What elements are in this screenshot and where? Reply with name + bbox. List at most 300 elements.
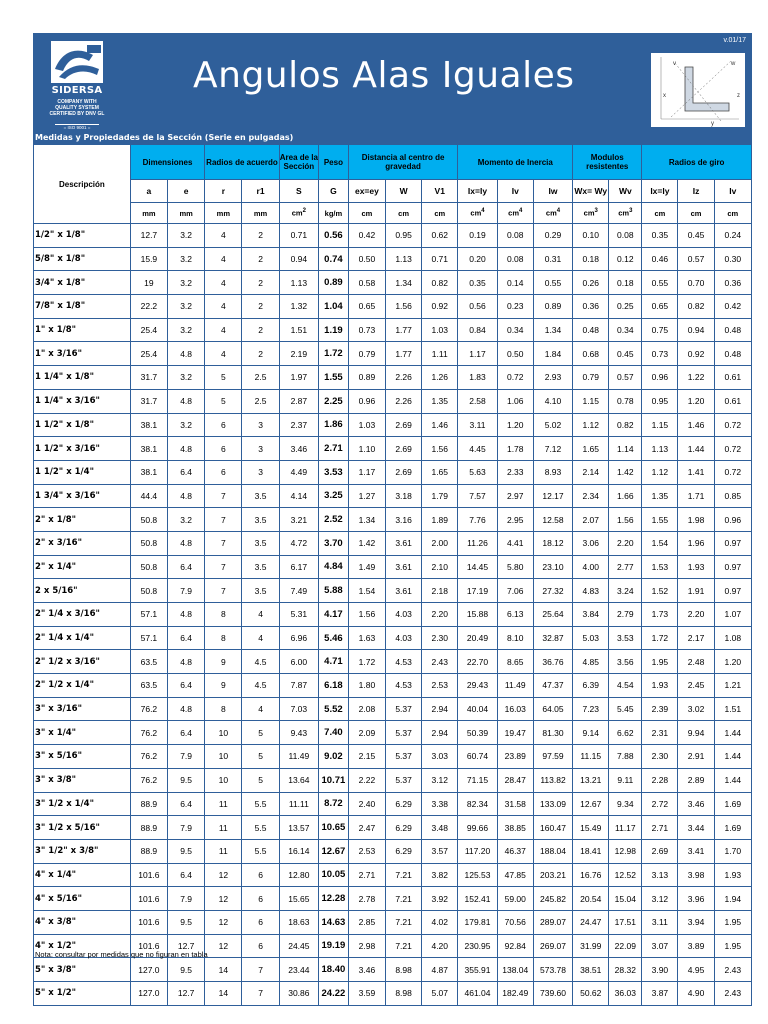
table-cell: 4 bbox=[205, 224, 242, 248]
table-cell: 0.85 bbox=[714, 484, 751, 508]
table-cell: 2.14 bbox=[573, 460, 609, 484]
row-description: 1 1/2" x 1/8" bbox=[34, 413, 131, 437]
table-cell: 2.19 bbox=[279, 342, 318, 366]
table-cell: 1.27 bbox=[348, 484, 385, 508]
table-cell: 1.65 bbox=[422, 460, 458, 484]
table-cell: 3.18 bbox=[386, 484, 422, 508]
row-description: 2" 1/2 x 1/4" bbox=[34, 674, 131, 698]
table-cell: 64.05 bbox=[533, 697, 572, 721]
table-cell: 76.2 bbox=[130, 745, 167, 769]
table-cell: 3 bbox=[242, 460, 279, 484]
table-cell: 0.82 bbox=[678, 295, 714, 319]
table-cell: 3.84 bbox=[573, 603, 609, 627]
table-cell: 3.48 bbox=[422, 816, 458, 840]
row-description: 4" x 5/16" bbox=[34, 887, 131, 911]
table-cell: 71.15 bbox=[458, 768, 497, 792]
table-cell: 16.03 bbox=[497, 697, 533, 721]
table-cell: 1.52 bbox=[642, 579, 678, 603]
table-cell: 0.61 bbox=[714, 366, 751, 390]
table-cell: 5.52 bbox=[319, 697, 349, 721]
table-cell: 12.58 bbox=[533, 508, 572, 532]
table-cell: 2.69 bbox=[386, 460, 422, 484]
table-cell: 7.23 bbox=[573, 697, 609, 721]
table-cell: 1.42 bbox=[348, 531, 385, 555]
table-cell: 2.71 bbox=[348, 863, 385, 887]
table-cell: 1.26 bbox=[422, 366, 458, 390]
table-cell: 0.48 bbox=[573, 318, 609, 342]
table-cell: 1.77 bbox=[386, 318, 422, 342]
table-cell: 2.09 bbox=[348, 721, 385, 745]
table-cell: 2.48 bbox=[678, 650, 714, 674]
table-cell: 4 bbox=[242, 603, 279, 627]
table-cell: 19 bbox=[130, 271, 167, 295]
table-cell: 1.93 bbox=[714, 863, 751, 887]
table-cell: 6.29 bbox=[386, 816, 422, 840]
table-cell: 12.7 bbox=[168, 982, 205, 1006]
table-cell: 4 bbox=[242, 697, 279, 721]
table-cell: 12 bbox=[205, 934, 242, 958]
table-cell: 0.78 bbox=[609, 389, 642, 413]
table-cell: 20.54 bbox=[573, 887, 609, 911]
version-label: v.01/17 bbox=[723, 37, 746, 44]
table-cell: 7 bbox=[205, 508, 242, 532]
table-row bbox=[34, 674, 752, 698]
column-symbol-header: Iv bbox=[497, 180, 533, 203]
table-cell: 3.92 bbox=[422, 887, 458, 911]
table-cell: 12.67 bbox=[573, 792, 609, 816]
table-cell: 18.12 bbox=[533, 531, 572, 555]
table-cell: 12.7 bbox=[130, 224, 167, 248]
table-cell: 70.56 bbox=[497, 910, 533, 934]
footnote: Nota: consultar por medidas que no figuran en tabla bbox=[35, 950, 208, 959]
table-cell: 1.69 bbox=[714, 792, 751, 816]
table-cell: 6.17 bbox=[279, 555, 318, 579]
table-cell: 22.09 bbox=[609, 934, 642, 958]
row-description: 4" x 1/2" bbox=[34, 934, 131, 958]
table-cell: 4.85 bbox=[573, 650, 609, 674]
table-cell: 11 bbox=[205, 816, 242, 840]
table-cell: 1.10 bbox=[348, 437, 385, 461]
table-cell: 2.69 bbox=[642, 839, 678, 863]
table-row bbox=[34, 650, 752, 674]
table-row bbox=[34, 484, 752, 508]
table-cell: 3.2 bbox=[168, 295, 205, 319]
table-cell: 3.2 bbox=[168, 413, 205, 437]
table-cell: 1.14 bbox=[609, 437, 642, 461]
table-cell: 2.22 bbox=[348, 768, 385, 792]
row-description: 2" x 1/4" bbox=[34, 555, 131, 579]
table-cell: 1.63 bbox=[348, 626, 385, 650]
table-cell: 50.39 bbox=[458, 721, 497, 745]
row-description: 3" x 3/8" bbox=[34, 768, 131, 792]
table-cell: 1.13 bbox=[642, 437, 678, 461]
table-cell: 14.45 bbox=[458, 555, 497, 579]
table-cell: 3.06 bbox=[573, 531, 609, 555]
table-cell: 7 bbox=[205, 531, 242, 555]
table-row bbox=[34, 958, 752, 982]
table-cell: 4.54 bbox=[609, 674, 642, 698]
table-cell: 4.17 bbox=[319, 603, 349, 627]
table-cell: 2.30 bbox=[422, 626, 458, 650]
row-description: 3" 1/2 x 5/16" bbox=[34, 816, 131, 840]
table-row bbox=[34, 579, 752, 603]
table-cell: 16.76 bbox=[573, 863, 609, 887]
column-unit-header: mm bbox=[242, 203, 279, 224]
table-cell: 2.20 bbox=[609, 531, 642, 555]
table-cell: 1.56 bbox=[422, 437, 458, 461]
table-cell: 44.4 bbox=[130, 484, 167, 508]
table-cell: 0.65 bbox=[348, 295, 385, 319]
table-cell: 18.63 bbox=[279, 910, 318, 934]
table-cell: 5.5 bbox=[242, 792, 279, 816]
table-cell: 13.64 bbox=[279, 768, 318, 792]
table-cell: 2.30 bbox=[642, 745, 678, 769]
table-cell: 5.02 bbox=[533, 413, 572, 437]
table-cell: 3.07 bbox=[642, 934, 678, 958]
table-cell: 127.0 bbox=[130, 982, 167, 1006]
table-cell: 0.89 bbox=[533, 295, 572, 319]
table-cell: 0.92 bbox=[422, 295, 458, 319]
table-cell: 6.4 bbox=[168, 721, 205, 745]
table-cell: 8.98 bbox=[386, 958, 422, 982]
table-cell: 0.23 bbox=[497, 295, 533, 319]
table-cell: 0.72 bbox=[714, 460, 751, 484]
table-cell: 2.97 bbox=[497, 484, 533, 508]
table-cell: 2.20 bbox=[678, 603, 714, 627]
angle-section-diagram-icon bbox=[651, 53, 745, 127]
table-cell: 4.02 bbox=[422, 910, 458, 934]
table-cell: 9 bbox=[205, 650, 242, 674]
table-cell: 1.54 bbox=[348, 579, 385, 603]
table-cell: 188.04 bbox=[533, 839, 572, 863]
table-cell: 1.78 bbox=[497, 437, 533, 461]
table-cell: 1.46 bbox=[422, 413, 458, 437]
table-cell: 4.8 bbox=[168, 603, 205, 627]
table-row bbox=[34, 224, 752, 248]
table-cell: 2.39 bbox=[642, 697, 678, 721]
table-cell: 3.2 bbox=[168, 508, 205, 532]
table-cell: 2.71 bbox=[319, 437, 349, 461]
table-cell: 2.78 bbox=[348, 887, 385, 911]
table-cell: 1.20 bbox=[714, 650, 751, 674]
table-cell: 0.57 bbox=[609, 366, 642, 390]
table-cell: 4.72 bbox=[279, 531, 318, 555]
table-cell: 3.38 bbox=[422, 792, 458, 816]
table-cell: 1.35 bbox=[422, 389, 458, 413]
table-row bbox=[34, 555, 752, 579]
row-description: 1 1/2" x 3/16" bbox=[34, 437, 131, 461]
column-unit-header: mm bbox=[168, 203, 205, 224]
table-cell: 4.8 bbox=[168, 389, 205, 413]
table-cell: 0.72 bbox=[714, 413, 751, 437]
table-cell: 12 bbox=[205, 910, 242, 934]
table-row bbox=[34, 816, 752, 840]
table-cell: 8.72 bbox=[319, 792, 349, 816]
table-cell: 18.40 bbox=[319, 958, 349, 982]
table-cell: 1.66 bbox=[609, 484, 642, 508]
table-cell: 10.05 bbox=[319, 863, 349, 887]
table-cell: 31.7 bbox=[130, 389, 167, 413]
column-symbol-header: Ix=Iy bbox=[458, 180, 497, 203]
table-cell: 1.44 bbox=[714, 721, 751, 745]
table-cell: 88.9 bbox=[130, 816, 167, 840]
table-cell: 3.11 bbox=[458, 413, 497, 437]
table-cell: 7 bbox=[205, 579, 242, 603]
table-cell: 3.46 bbox=[348, 958, 385, 982]
column-unit-header: $cm^4$ bbox=[533, 203, 572, 224]
table-cell: 6 bbox=[242, 934, 279, 958]
table-cell: 16.14 bbox=[279, 839, 318, 863]
table-cell: 0.20 bbox=[458, 247, 497, 271]
table-cell: 0.75 bbox=[642, 318, 678, 342]
table-cell: 2.72 bbox=[642, 792, 678, 816]
table-cell: 12.80 bbox=[279, 863, 318, 887]
logo-name: SIDERSA bbox=[51, 85, 103, 96]
table-cell: 7 bbox=[205, 484, 242, 508]
table-cell: 6 bbox=[205, 413, 242, 437]
row-description: 1 1/2" x 1/4" bbox=[34, 460, 131, 484]
table-cell: 38.1 bbox=[130, 413, 167, 437]
table-cell: 3.5 bbox=[242, 555, 279, 579]
table-cell: 10.71 bbox=[319, 768, 349, 792]
table-cell: 25.64 bbox=[533, 603, 572, 627]
table-cell: 27.32 bbox=[533, 579, 572, 603]
table-cell: 0.46 bbox=[642, 247, 678, 271]
table-row bbox=[34, 697, 752, 721]
table-cell: 7.21 bbox=[386, 887, 422, 911]
table-cell: 1.13 bbox=[279, 271, 318, 295]
table-cell: 18.41 bbox=[573, 839, 609, 863]
table-cell: 7.57 bbox=[458, 484, 497, 508]
table-cell: 5 bbox=[242, 745, 279, 769]
table-cell: 3.56 bbox=[609, 650, 642, 674]
table-cell: 0.73 bbox=[642, 342, 678, 366]
table-cell: 40.04 bbox=[458, 697, 497, 721]
column-group-header: Radios de giro bbox=[642, 145, 752, 180]
table-cell: 1.55 bbox=[642, 508, 678, 532]
table-cell: 0.96 bbox=[714, 508, 751, 532]
table-cell: 0.94 bbox=[279, 247, 318, 271]
table-cell: 19.19 bbox=[319, 934, 349, 958]
logo-certification bbox=[41, 99, 113, 117]
table-cell: 2.00 bbox=[422, 531, 458, 555]
table-cell: 1.07 bbox=[714, 603, 751, 627]
table-cell: 12.67 bbox=[319, 839, 349, 863]
table-cell: 12.98 bbox=[609, 839, 642, 863]
table-cell: 1.34 bbox=[533, 318, 572, 342]
table-cell: 2.45 bbox=[678, 674, 714, 698]
row-description: 4" x 3/8" bbox=[34, 910, 131, 934]
table-cell: 4.5 bbox=[242, 674, 279, 698]
table-row bbox=[34, 531, 752, 555]
table-cell: 1.51 bbox=[714, 697, 751, 721]
table-row bbox=[34, 342, 752, 366]
table-cell: 13.21 bbox=[573, 768, 609, 792]
table-cell: 6.13 bbox=[497, 603, 533, 627]
diagram-label-y: y bbox=[711, 121, 714, 127]
table-cell: 17.19 bbox=[458, 579, 497, 603]
table-cell: 3.70 bbox=[319, 531, 349, 555]
table-cell: 2.69 bbox=[386, 437, 422, 461]
table-row bbox=[34, 437, 752, 461]
table-cell: 50.8 bbox=[130, 579, 167, 603]
table-cell: 6.00 bbox=[279, 650, 318, 674]
table-cell: 50.8 bbox=[130, 555, 167, 579]
table-cell: 2.85 bbox=[348, 910, 385, 934]
table-cell: 2.37 bbox=[279, 413, 318, 437]
table-cell: 24.47 bbox=[573, 910, 609, 934]
table-cell: 1.19 bbox=[319, 318, 349, 342]
table-cell: 59.00 bbox=[497, 887, 533, 911]
table-cell: 3.13 bbox=[642, 863, 678, 887]
table-cell: 2.94 bbox=[422, 697, 458, 721]
table-cell: 0.50 bbox=[348, 247, 385, 271]
table-cell: 7.9 bbox=[168, 579, 205, 603]
table-cell: 7.9 bbox=[168, 745, 205, 769]
table-cell: 6.39 bbox=[573, 674, 609, 698]
table-cell: 0.08 bbox=[497, 247, 533, 271]
table-cell: 5.37 bbox=[386, 768, 422, 792]
table-cell: 38.85 bbox=[497, 816, 533, 840]
logo-cert-line: QUALITY SYSTEM bbox=[55, 105, 99, 111]
table-cell: 0.97 bbox=[714, 579, 751, 603]
description-header: Descripción bbox=[34, 145, 131, 224]
table-cell: 3.12 bbox=[422, 768, 458, 792]
table-cell: 152.41 bbox=[458, 887, 497, 911]
table-cell: 0.12 bbox=[609, 247, 642, 271]
table-cell: 1.73 bbox=[642, 603, 678, 627]
table-cell: 127.0 bbox=[130, 958, 167, 982]
table-cell: 9.02 bbox=[319, 745, 349, 769]
table-cell: 4 bbox=[205, 295, 242, 319]
section-subtitle: Medidas y Propiedades de la Sección (Serie en pulgadas) bbox=[33, 132, 752, 144]
table-row bbox=[34, 366, 752, 390]
table-row bbox=[34, 247, 752, 271]
table-cell: 5.37 bbox=[386, 721, 422, 745]
table-cell: 573.78 bbox=[533, 958, 572, 982]
table-cell: 6.4 bbox=[168, 863, 205, 887]
table-cell: 11.17 bbox=[609, 816, 642, 840]
table-row bbox=[34, 982, 752, 1006]
table-cell: 1.03 bbox=[422, 318, 458, 342]
table-cell: 3 bbox=[242, 413, 279, 437]
table-cell: 4 bbox=[205, 318, 242, 342]
table-cell: 4.87 bbox=[422, 958, 458, 982]
table-cell: 1.69 bbox=[714, 816, 751, 840]
table-cell: 92.84 bbox=[497, 934, 533, 958]
column-symbol-header: Wv bbox=[609, 180, 642, 203]
table-cell: 7.76 bbox=[458, 508, 497, 532]
table-cell: 2.17 bbox=[678, 626, 714, 650]
table-cell: 2.10 bbox=[422, 555, 458, 579]
table-cell: 23.89 bbox=[497, 745, 533, 769]
column-unit-header: cm bbox=[422, 203, 458, 224]
table-cell: 7.40 bbox=[319, 721, 349, 745]
table-cell: 2.34 bbox=[573, 484, 609, 508]
table-cell: 5 bbox=[242, 721, 279, 745]
table-cell: 4 bbox=[242, 626, 279, 650]
column-symbol-header: V1 bbox=[422, 180, 458, 203]
table-cell: 3.21 bbox=[279, 508, 318, 532]
table-cell: 1.72 bbox=[642, 626, 678, 650]
table-cell: 1.95 bbox=[714, 934, 751, 958]
table-cell: 2.95 bbox=[497, 508, 533, 532]
column-symbol-header: Wx= Wy bbox=[573, 180, 609, 203]
table-cell: 36.76 bbox=[533, 650, 572, 674]
table-cell: 14.63 bbox=[319, 910, 349, 934]
table-cell: 0.34 bbox=[609, 318, 642, 342]
table-cell: 0.95 bbox=[386, 224, 422, 248]
table-cell: 0.30 bbox=[714, 247, 751, 271]
table-cell: 9.11 bbox=[609, 768, 642, 792]
table-cell: 1.35 bbox=[642, 484, 678, 508]
table-cell: 4.8 bbox=[168, 437, 205, 461]
column-unit-header: kg/m bbox=[319, 203, 349, 224]
table-cell: 4.8 bbox=[168, 342, 205, 366]
row-description: 1 3/4" x 3/16" bbox=[34, 484, 131, 508]
table-cell: 179.81 bbox=[458, 910, 497, 934]
table-cell: 47.37 bbox=[533, 674, 572, 698]
table-cell: 22.70 bbox=[458, 650, 497, 674]
table-cell: 1.77 bbox=[386, 342, 422, 366]
column-unit-header: $cm^4$ bbox=[497, 203, 533, 224]
table-cell: 113.82 bbox=[533, 768, 572, 792]
table-cell: 0.42 bbox=[348, 224, 385, 248]
table-cell: 2.87 bbox=[279, 389, 318, 413]
table-cell: 3 bbox=[242, 437, 279, 461]
column-unit-header: cm bbox=[642, 203, 678, 224]
table-cell: 2.26 bbox=[386, 366, 422, 390]
table-cell: 0.84 bbox=[458, 318, 497, 342]
page-header bbox=[33, 33, 752, 132]
table-cell: 6 bbox=[205, 460, 242, 484]
table-cell: 160.47 bbox=[533, 816, 572, 840]
table-cell: 6 bbox=[242, 887, 279, 911]
diagram-label-w: w bbox=[731, 61, 736, 67]
table-cell: 0.14 bbox=[497, 271, 533, 295]
table-cell: 2.89 bbox=[678, 768, 714, 792]
table-cell: 1.15 bbox=[573, 389, 609, 413]
table-cell: 0.74 bbox=[319, 247, 349, 271]
table-cell: 1.17 bbox=[348, 460, 385, 484]
table-cell: 3.61 bbox=[386, 579, 422, 603]
table-cell: 3.5 bbox=[242, 484, 279, 508]
table-cell: 9.14 bbox=[573, 721, 609, 745]
table-cell: 0.92 bbox=[678, 342, 714, 366]
column-unit-header: $cm^2$ bbox=[279, 203, 318, 224]
table-cell: 6.29 bbox=[386, 839, 422, 863]
table-cell: 60.74 bbox=[458, 745, 497, 769]
table-cell: 1.34 bbox=[348, 508, 385, 532]
table-cell: 19.47 bbox=[497, 721, 533, 745]
table-cell: 2 bbox=[242, 247, 279, 271]
table-cell: 76.2 bbox=[130, 768, 167, 792]
table-row bbox=[34, 721, 752, 745]
table-cell: 1.70 bbox=[714, 839, 751, 863]
table-cell: 1.13 bbox=[386, 247, 422, 271]
row-description: 3" x 3/16" bbox=[34, 697, 131, 721]
table-cell: 0.24 bbox=[714, 224, 751, 248]
table-cell: 31.7 bbox=[130, 366, 167, 390]
table-cell: 1.96 bbox=[678, 531, 714, 555]
table-cell: 8 bbox=[205, 626, 242, 650]
table-cell: 88.9 bbox=[130, 792, 167, 816]
table-cell: 99.66 bbox=[458, 816, 497, 840]
table-cell: 2.93 bbox=[533, 366, 572, 390]
table-row bbox=[34, 745, 752, 769]
table-cell: 3.5 bbox=[242, 531, 279, 555]
table-cell: 0.61 bbox=[714, 389, 751, 413]
